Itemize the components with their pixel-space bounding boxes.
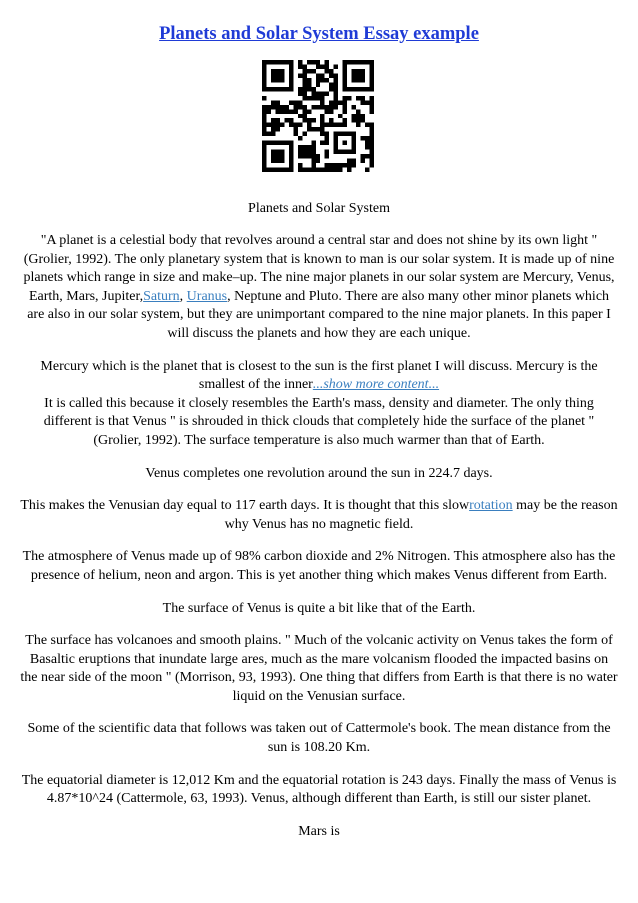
paragraph-6: The surface of Venus is quite a bit like that of the Earth. xyxy=(162,600,476,616)
separator-text: , xyxy=(179,288,187,304)
essay-title-link[interactable]: Planets and Solar System Essay example xyxy=(159,24,479,44)
saturn-link[interactable]: Saturn xyxy=(143,288,180,304)
qr-code xyxy=(262,60,374,172)
paragraph-7: The surface has volcanoes and smooth plains. " Much of the volcanic activity on Venus takes the form of Basaltic eruptions that inundate large ares, much as the mare volcanism flooded the impacted basins on the near side of the moon " (Morrison, 93, 1993). One thing that differs from Earth is that there is no water liquid on the Venusian surface. xyxy=(20,633,618,704)
paragraph-5: The atmosphere of Venus made up of 98% carbon dioxide and 2% Nitrogen. This atmosphere also has the presence of helium, neon and argon. This is yet another thing which makes Venus different from Earth. xyxy=(22,549,616,583)
rotation-link[interactable]: rotation xyxy=(469,498,513,514)
paragraph-3: Venus completes one revolution around the sun in 224.7 days. xyxy=(145,465,493,481)
show-more-link[interactable]: ...show more content... xyxy=(312,377,440,393)
essay-body xyxy=(20,232,618,855)
essay-title xyxy=(0,24,638,45)
paragraph-text: , Neptune and Pluto. There are also many other minor planets which are also in our solar system, but they are unimportant compared to the nine major planets. In this paper I will discuss the planets and how they are each unique. xyxy=(27,288,611,341)
paragraph-9: The equatorial diameter is 12,012 Km and the equatorial rotation is 243 days. Finally the mass of Venus is 4.87*10^24 (Cattermole, 63, 1993). Venus, although different than Earth, is still our sister planet. xyxy=(21,772,617,807)
paragraph-1 xyxy=(20,232,618,344)
uranus-link[interactable]: Uranus xyxy=(186,288,228,304)
paragraph-4 xyxy=(20,497,618,534)
paragraph-text: It is called this because it closely resembles the Earth's mass, density and diameter. The only thing different is that Venus " is shrouded in thick clouds that completely hide the surface of the planet " (Grolier, 1992). The surface temperature is also much warmer than that of Earth. xyxy=(43,395,595,448)
paragraph-2 xyxy=(20,358,618,451)
paragraph-10: Mars is xyxy=(298,823,340,839)
paragraph-text: may be the reason why Venus has no magnetic field. xyxy=(224,498,618,532)
essay-subtitle: Planets and Solar System xyxy=(248,201,390,216)
paragraph-text: "A planet is a celestial body that revolves around a central star and does not shine by its own light " (Grolier, 1992). The only planetary system that is known to man is our solar system. It is made up of nine planets which range in size and make–up. The nine major planets in our solar system are Mercury, Venus, Earth, Mars, Jupiter, xyxy=(23,233,615,304)
paragraph-text: This makes the Venusian day equal to 117 earth days. It is thought that this slow xyxy=(20,498,470,514)
paragraph-text: Mercury which is the planet that is closest to the sun is the first planet I will discuss. Mercury is the smallest of the inner xyxy=(40,358,598,393)
paragraph-8: Some of the scientific data that follows was taken out of Cattermole's book. The mean distance from the sun is 108.20 Km. xyxy=(27,721,611,756)
